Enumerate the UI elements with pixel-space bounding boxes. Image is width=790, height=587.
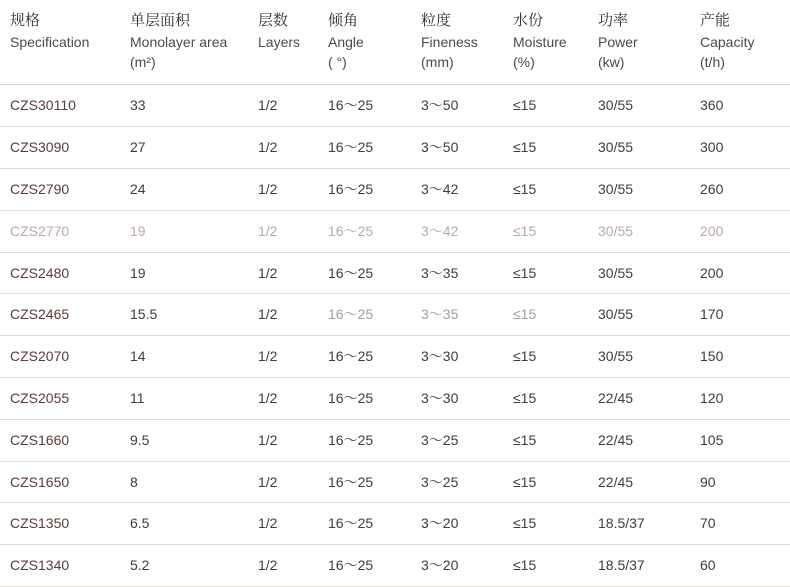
cell-value: 1/2 bbox=[248, 210, 318, 252]
cell-value: 3～25 bbox=[411, 461, 503, 503]
cell-value: 3～35 bbox=[411, 294, 503, 336]
cell-value: 1/2 bbox=[248, 419, 318, 461]
cell-value: 16～25 bbox=[318, 503, 411, 545]
cell-value: 22/45 bbox=[588, 377, 690, 419]
cell-value: 16～25 bbox=[318, 85, 411, 127]
cell-value: 24 bbox=[120, 168, 248, 210]
cell-value: 3～42 bbox=[411, 168, 503, 210]
table-row bbox=[0, 168, 790, 210]
cell-value: 1/2 bbox=[248, 503, 318, 545]
cell-value: 1/2 bbox=[248, 85, 318, 127]
cell-value: 1/2 bbox=[248, 545, 318, 587]
header-en-monolayer-area: Monolayer area bbox=[130, 33, 228, 50]
table-row bbox=[0, 252, 790, 294]
cell-value: ≤15 bbox=[503, 85, 588, 127]
cell-value: 90 bbox=[690, 461, 790, 503]
cell-value: 16～25 bbox=[318, 545, 411, 587]
cell-value: 30/55 bbox=[588, 168, 690, 210]
cell-value: 105 bbox=[690, 419, 790, 461]
cell-value: 5.2 bbox=[120, 545, 248, 587]
cell-value: 16～25 bbox=[318, 168, 411, 210]
cell-value: 8 bbox=[120, 461, 248, 503]
header-cn-monolayer-area: 单层面积 bbox=[130, 12, 191, 29]
column-header-specification bbox=[0, 0, 120, 85]
header-cn-specification: 规格 bbox=[10, 12, 41, 29]
cell-value: 30/55 bbox=[588, 210, 690, 252]
cell-value: 19 bbox=[120, 210, 248, 252]
cell-value: 300 bbox=[690, 127, 790, 169]
cell-value: ≤15 bbox=[503, 336, 588, 378]
header-unit-angle: ( °) bbox=[328, 54, 347, 71]
header-row bbox=[0, 0, 790, 85]
header-cn-layers: 层数 bbox=[258, 12, 289, 29]
cell-value: 16～25 bbox=[318, 127, 411, 169]
cell-value: 18.5/37 bbox=[588, 545, 690, 587]
header-en-moisture: Moisture bbox=[513, 33, 567, 50]
header-cn-moisture: 水份 bbox=[513, 12, 544, 29]
cell-value: 1/2 bbox=[248, 294, 318, 336]
cell-value: 30/55 bbox=[588, 127, 690, 169]
table-row bbox=[0, 127, 790, 169]
cell-value: 200 bbox=[690, 210, 790, 252]
cell-value: ≤15 bbox=[503, 168, 588, 210]
table-row bbox=[0, 461, 790, 503]
cell-value: 30/55 bbox=[588, 336, 690, 378]
header-unit-power: (kw) bbox=[598, 54, 625, 71]
cell-value: 170 bbox=[690, 294, 790, 336]
table-row bbox=[0, 377, 790, 419]
header-cn-angle: 倾角 bbox=[328, 12, 359, 29]
cell-value: 1/2 bbox=[248, 377, 318, 419]
cell-specification: CZS2480 bbox=[0, 252, 120, 294]
cell-specification: CZS2055 bbox=[0, 377, 120, 419]
column-header-fineness bbox=[411, 0, 503, 85]
cell-specification: CZS1650 bbox=[0, 461, 120, 503]
cell-specification: CZS2790 bbox=[0, 168, 120, 210]
cell-value: 16～25 bbox=[318, 419, 411, 461]
cell-value: ≤15 bbox=[503, 419, 588, 461]
header-en-layers: Layers bbox=[258, 33, 301, 50]
header-unit-moisture: (%) bbox=[513, 54, 535, 71]
cell-value: 1/2 bbox=[248, 336, 318, 378]
cell-value: 3～20 bbox=[411, 545, 503, 587]
table-row bbox=[0, 85, 790, 127]
column-header-angle bbox=[318, 0, 411, 85]
table-body bbox=[0, 85, 790, 587]
cell-value: 1/2 bbox=[248, 461, 318, 503]
cell-value: 27 bbox=[120, 127, 248, 169]
column-header-monolayer-area bbox=[120, 0, 248, 85]
cell-specification: CZS2770 bbox=[0, 210, 120, 252]
table-row bbox=[0, 545, 790, 587]
cell-value: 33 bbox=[120, 85, 248, 127]
header-cn-capacity: 产能 bbox=[700, 12, 731, 29]
cell-value: 16～25 bbox=[318, 210, 411, 252]
header-en-capacity: Capacity bbox=[700, 33, 755, 50]
header-unit-fineness: (mm) bbox=[421, 54, 454, 71]
cell-value: 70 bbox=[690, 503, 790, 545]
column-header-power bbox=[588, 0, 690, 85]
cell-value: 15.5 bbox=[120, 294, 248, 336]
cell-value: ≤15 bbox=[503, 503, 588, 545]
header-unit-capacity: (t/h) bbox=[700, 54, 725, 71]
header-cn-power: 功率 bbox=[598, 12, 629, 29]
cell-value: 1/2 bbox=[248, 252, 318, 294]
header-cn-fineness: 粒度 bbox=[421, 12, 452, 29]
cell-value: 200 bbox=[690, 252, 790, 294]
cell-value: 16～25 bbox=[318, 377, 411, 419]
cell-value: 150 bbox=[690, 336, 790, 378]
cell-value: 3～50 bbox=[411, 127, 503, 169]
cell-value: ≤15 bbox=[503, 461, 588, 503]
cell-value: 3～50 bbox=[411, 85, 503, 127]
table-row bbox=[0, 210, 790, 252]
table-row bbox=[0, 336, 790, 378]
cell-value: 30/55 bbox=[588, 252, 690, 294]
cell-specification: CZS1350 bbox=[0, 503, 120, 545]
cell-value: 30/55 bbox=[588, 294, 690, 336]
table-row bbox=[0, 419, 790, 461]
cell-value: 260 bbox=[690, 168, 790, 210]
cell-value: 3～20 bbox=[411, 503, 503, 545]
cell-specification: CZS1340 bbox=[0, 545, 120, 587]
header-en-specification: Specification bbox=[10, 33, 90, 50]
cell-value: 6.5 bbox=[120, 503, 248, 545]
cell-value: ≤15 bbox=[503, 210, 588, 252]
cell-specification: CZS3090 bbox=[0, 127, 120, 169]
cell-value: ≤15 bbox=[503, 127, 588, 169]
cell-value: 1/2 bbox=[248, 127, 318, 169]
column-header-moisture bbox=[503, 0, 588, 85]
cell-specification: CZS30110 bbox=[0, 85, 120, 127]
cell-value: ≤15 bbox=[503, 377, 588, 419]
table-header bbox=[0, 0, 790, 85]
cell-value: ≤15 bbox=[503, 545, 588, 587]
header-unit-monolayer-area: (m²) bbox=[130, 54, 156, 71]
header-en-fineness: Fineness bbox=[421, 33, 478, 50]
table-row bbox=[0, 503, 790, 545]
table-row bbox=[0, 294, 790, 336]
cell-value: ≤15 bbox=[503, 252, 588, 294]
cell-value: 3～25 bbox=[411, 419, 503, 461]
cell-value: 11 bbox=[120, 377, 248, 419]
header-en-angle: Angle bbox=[328, 33, 364, 50]
cell-value: 9.5 bbox=[120, 419, 248, 461]
cell-value: 3～30 bbox=[411, 336, 503, 378]
cell-specification: CZS1660 bbox=[0, 419, 120, 461]
column-header-layers bbox=[248, 0, 318, 85]
cell-value: 60 bbox=[690, 545, 790, 587]
cell-value: 360 bbox=[690, 85, 790, 127]
cell-value: 18.5/37 bbox=[588, 503, 690, 545]
cell-value: 14 bbox=[120, 336, 248, 378]
cell-value: 16～25 bbox=[318, 294, 411, 336]
cell-value: 3～30 bbox=[411, 377, 503, 419]
cell-value: 22/45 bbox=[588, 419, 690, 461]
cell-value: 3～42 bbox=[411, 210, 503, 252]
cell-value: 120 bbox=[690, 377, 790, 419]
cell-value: ≤15 bbox=[503, 294, 588, 336]
cell-specification: CZS2465 bbox=[0, 294, 120, 336]
cell-value: 1/2 bbox=[248, 168, 318, 210]
cell-value: 19 bbox=[120, 252, 248, 294]
column-header-capacity bbox=[690, 0, 790, 85]
cell-specification: CZS2070 bbox=[0, 336, 120, 378]
cell-value: 22/45 bbox=[588, 461, 690, 503]
cell-value: 16～25 bbox=[318, 252, 411, 294]
cell-value: 3～35 bbox=[411, 252, 503, 294]
cell-value: 16～25 bbox=[318, 336, 411, 378]
cell-value: 16～25 bbox=[318, 461, 411, 503]
header-en-power: Power bbox=[598, 33, 638, 50]
cell-value: 30/55 bbox=[588, 85, 690, 127]
